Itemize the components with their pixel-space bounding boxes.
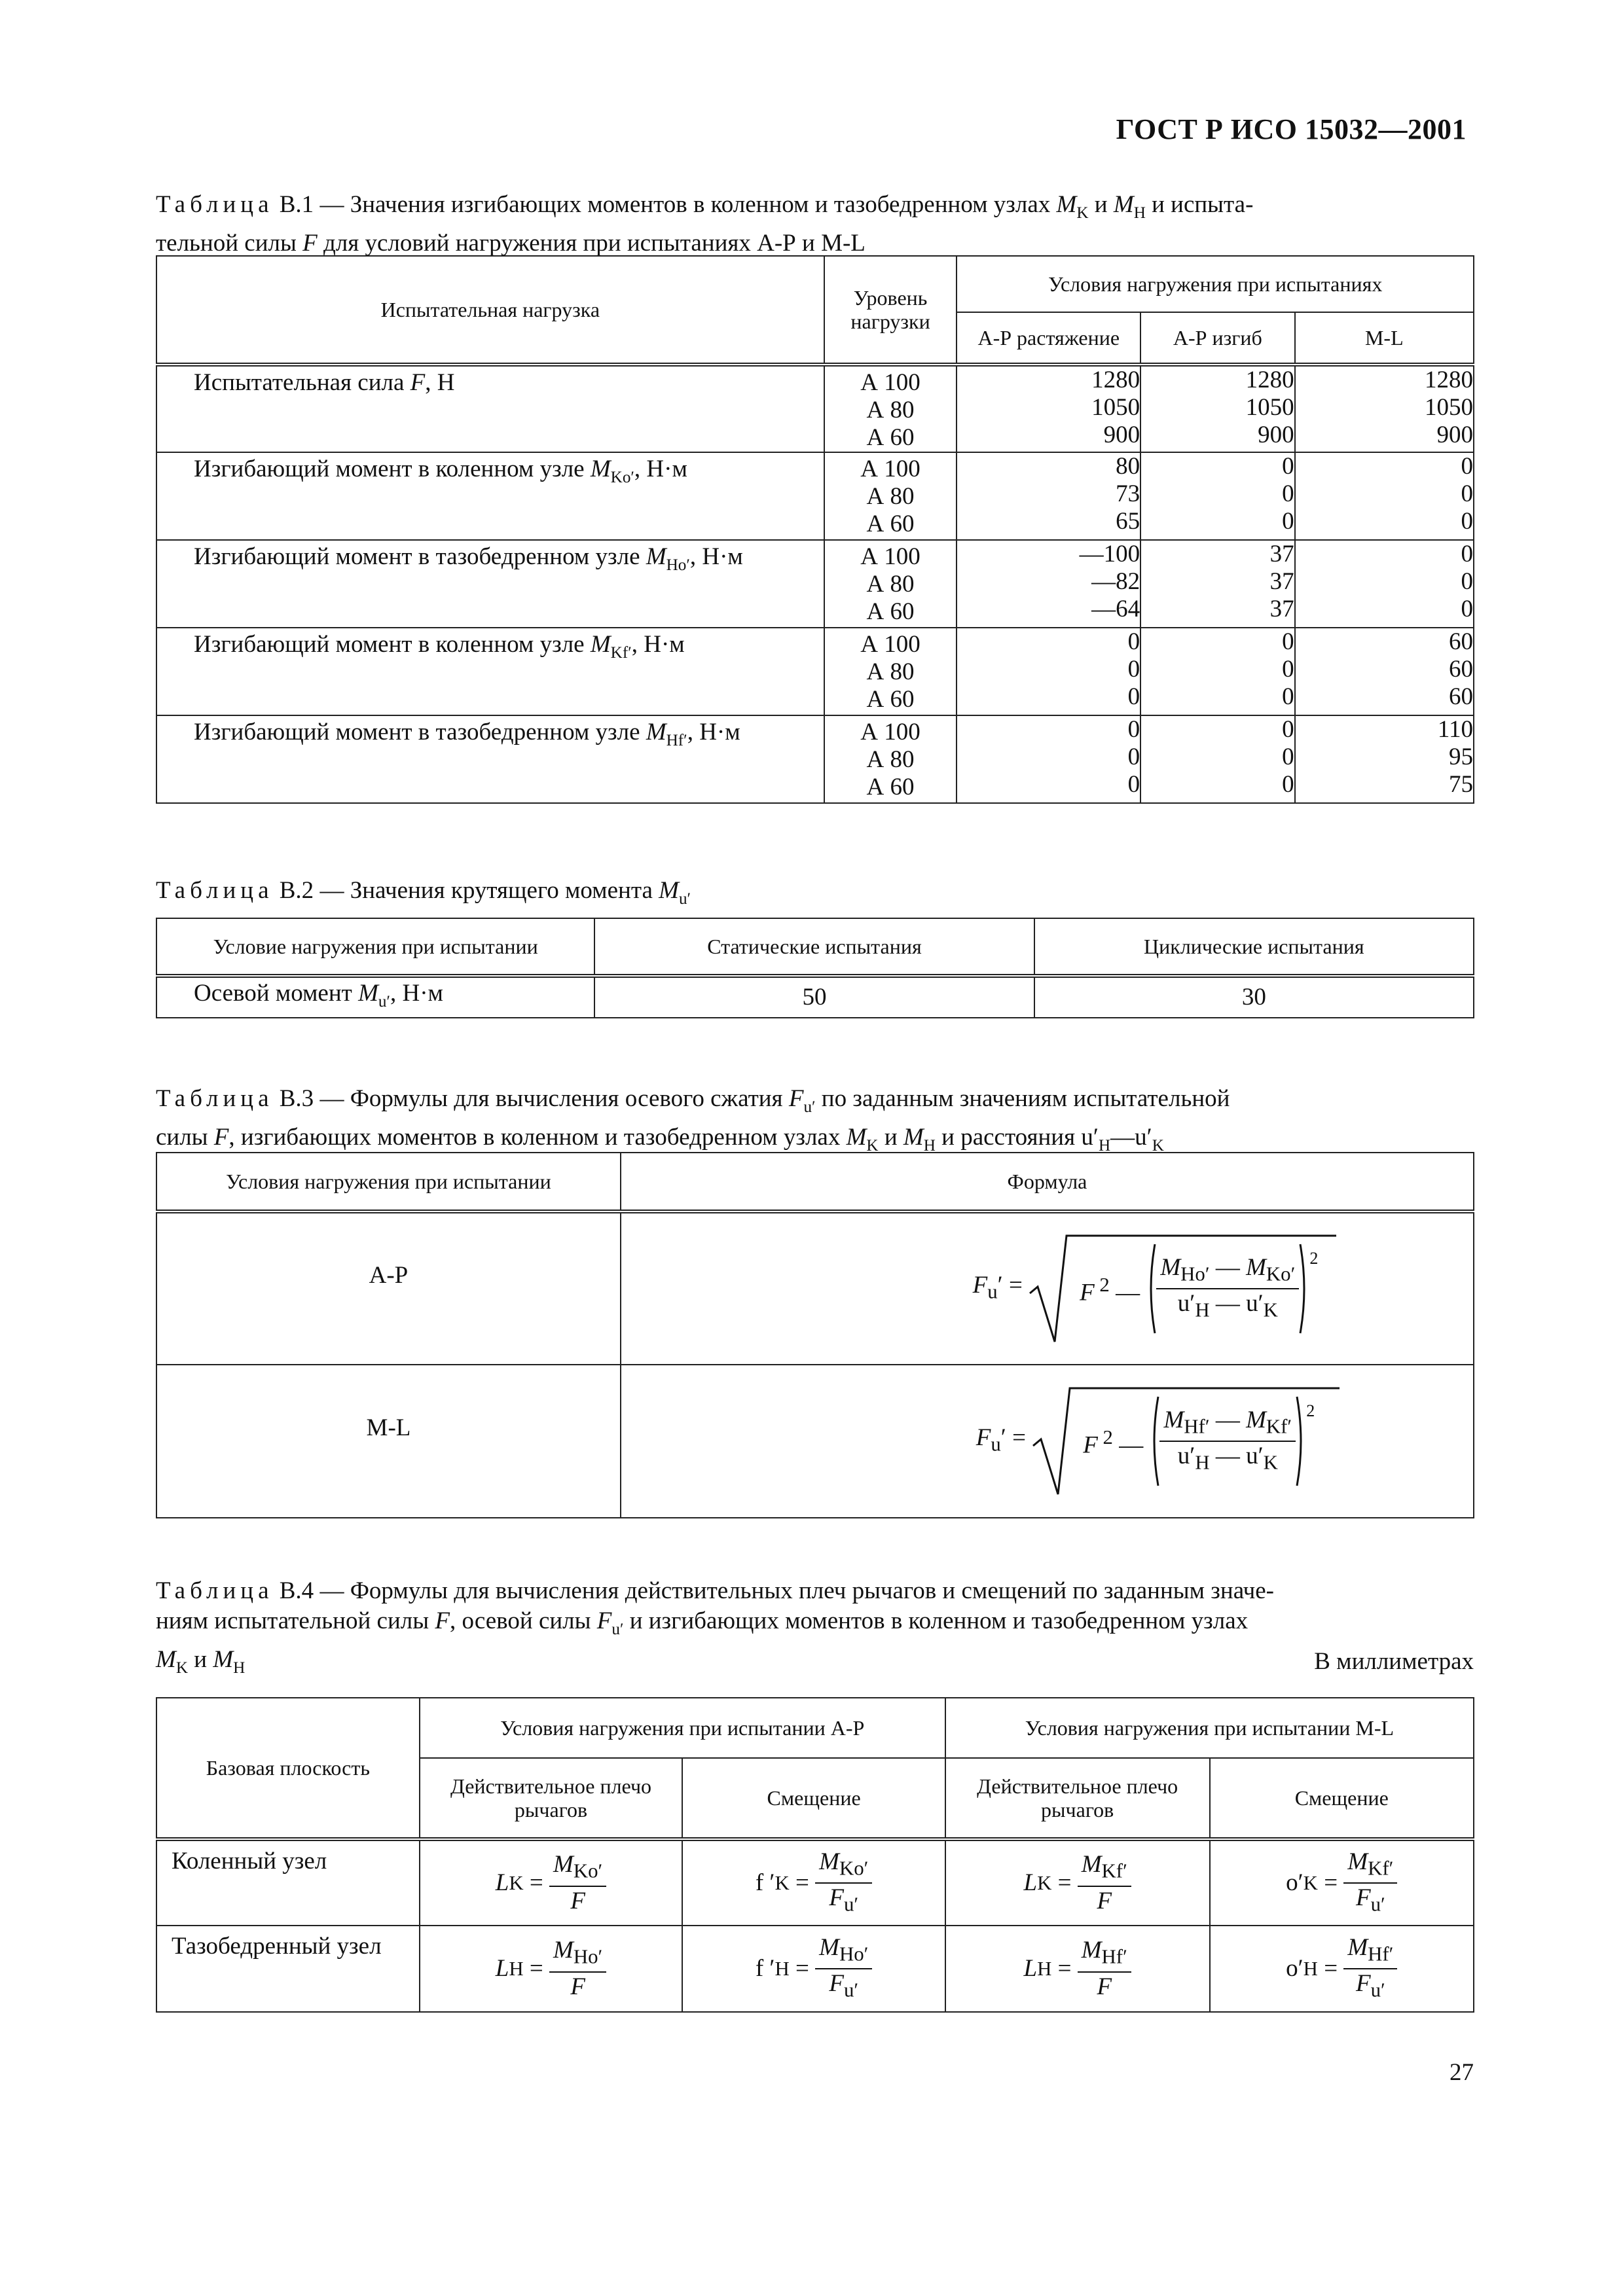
b1-ml-value: 60 [1449, 656, 1473, 683]
b2-row-label: Осевой момент $M_{u'}$, Н·м [156, 976, 594, 1018]
b1-header-level: Уровень нагрузки [824, 256, 957, 365]
b1-level-value: А 60 [866, 686, 915, 713]
b1-ml-value: 1050 [1425, 394, 1473, 421]
b1-ap-bend-value: 0 [1282, 744, 1294, 770]
table-b3 [156, 1152, 1474, 1518]
b1-ap-bend-value: 37 [1269, 541, 1294, 567]
b3-formula [621, 1365, 1474, 1518]
b2-header-condition: Условие нагружения при испытании [156, 918, 594, 976]
table-b1 [156, 255, 1474, 804]
b1-ap-tension-value: 1280 [1091, 367, 1140, 393]
b1-level-value: А 80 [866, 397, 915, 423]
b1-ap-bend-value: 37 [1269, 596, 1294, 622]
b1-ml-value: 0 [1461, 568, 1473, 595]
b1-ml [1295, 540, 1474, 628]
b1-ap-tension-value: —100 [1079, 541, 1140, 567]
table-row [156, 628, 1474, 715]
b3-condition: М-L [156, 1365, 621, 1518]
formula: L K = $\frac{M_{Ko'}}{F}$ [420, 1852, 682, 1914]
b4-header-ap-offset: Смещение [682, 1758, 945, 1839]
b1-header-conditions: Условия нагружения при испытаниях [957, 256, 1474, 312]
b1-ml [1295, 365, 1474, 452]
b1-ml-value: 95 [1449, 744, 1473, 770]
b1-level [824, 452, 957, 540]
b1-ml-value: 0 [1461, 508, 1473, 535]
formula: $F_u'$ = F $^2$ — $\frac{M_{Hf'} — M_{Kf'}}{u'_H — u'_K}$ 2 [976, 1386, 1315, 1497]
b1-row-label: Изгибающий момент в коленном узле $M_{Ko'}$, Н·м [156, 452, 824, 540]
formula: o′ K = $\frac{M_{Kf'}}{F_{u'}}$ [1211, 1849, 1474, 1918]
formula: L K = $\frac{M_{Kf'}}{F}$ [946, 1852, 1209, 1914]
b4-plane: Тазобедренный узел [156, 1926, 420, 2012]
table-b2-caption: Таблица В.2 — Значения крутящего момента $M_{u'}$ [156, 877, 691, 908]
b1-ap-tension-value: 80 [1116, 453, 1140, 480]
b4-plane: Коленный узел [156, 1839, 420, 1926]
b1-level-value: А 100 [860, 719, 921, 745]
b1-level [824, 540, 957, 628]
b3-formula [621, 1211, 1474, 1365]
b1-header-ap-bend: А-Р изгиб [1140, 312, 1295, 365]
b1-ml-value: 0 [1461, 596, 1473, 622]
b1-ap-bend-value: 37 [1269, 568, 1294, 595]
formula: f ′ H = $\frac{M_{Ho'}}{F_{u'}}$ [683, 1935, 944, 2003]
table-b1-caption: Таблица В.1 — Значения изгибающих моментов в коленном и тазобедренном узлах $M_K$ и $M_H$ и испыта- тельной силы F для условий нагружения при испытаниях А-Р и М-L [156, 191, 1254, 257]
b1-level-value: А 100 [860, 369, 921, 396]
b1-ap-tension-value: 0 [1127, 716, 1140, 743]
document-header: ГОСТ Р ИСО 15032—2001 [1116, 113, 1467, 145]
formula: o′ H = $\frac{M_{Hf'}}{F_{u'}}$ [1211, 1935, 1474, 2003]
b1-ap-tension-value: 0 [1127, 683, 1140, 710]
b1-ap-bend-value: 0 [1282, 508, 1294, 535]
b4-ml-lever [945, 1926, 1210, 2012]
b1-level [824, 715, 957, 803]
table-row [156, 1211, 1474, 1365]
b2-header-cyclic: Циклические испытания [1034, 918, 1474, 976]
b1-ap-bend-value: 0 [1282, 453, 1294, 480]
b4-header-ap-lever: Действительное плечо рычагов [420, 1758, 683, 1839]
b4-header-ap: Условия нагружения при испытании А-Р [420, 1698, 945, 1758]
formula: $F_u'$ = F $^2$ — $\frac{M_{Ho'} — M_{Ko'}}{u'_H — u'_K}$ 2 [973, 1233, 1319, 1344]
table-row [156, 365, 1474, 452]
table-b4-caption: Таблица В.4 — Формулы для вычисления действительных плеч рычагов и смещений по заданным значе- ниям испытательной силы F, осевой силы $F_{u'}$ и изгибающих моментов в коленном и тазобедренном узлах $M_K$ и $M_H$ [156, 1577, 1274, 1677]
b1-header-ml: М-L [1295, 312, 1474, 365]
b1-ap-tension-value: 0 [1127, 744, 1140, 770]
table-row [156, 1365, 1474, 1518]
b1-ml-value: 0 [1461, 541, 1473, 567]
b1-ml [1295, 628, 1474, 715]
b4-header-ml: Условия нагружения при испытании М-L [945, 1698, 1474, 1758]
b3-condition: А-Р [156, 1211, 621, 1365]
b1-ap-tension-value: 0 [1127, 628, 1140, 655]
right-paren-icon [1296, 1395, 1306, 1487]
left-paren-icon [1146, 1243, 1156, 1335]
b1-ap-tension [957, 628, 1140, 715]
b1-level-value: А 60 [866, 598, 915, 625]
b1-row-label: Изгибающий момент в коленном узле $M_{Kf'}$, Н·м [156, 628, 824, 715]
b1-level-value: А 100 [860, 543, 921, 570]
b1-ap-tension-value: 0 [1127, 771, 1140, 798]
b4-header-ml-offset: Смещение [1210, 1758, 1474, 1839]
b1-ap-tension [957, 365, 1140, 452]
b4-ap-offset [682, 1839, 945, 1926]
b3-header-formula: Формула [621, 1153, 1474, 1211]
b1-level-value: А 60 [866, 774, 915, 800]
table-row [156, 715, 1474, 803]
b1-ml-value: 1280 [1425, 367, 1473, 393]
b1-level-value: А 80 [866, 571, 915, 598]
b1-level [824, 365, 957, 452]
table-row [156, 1839, 1474, 1926]
b1-ml-value: 60 [1449, 628, 1473, 655]
table-row [156, 1926, 1474, 2012]
b1-ap-tension-value: 900 [1103, 422, 1140, 448]
formula: L H = $\frac{M_{Hf'}}{F}$ [946, 1937, 1209, 2000]
b1-level-value: А 100 [860, 456, 921, 482]
right-paren-icon [1299, 1243, 1309, 1335]
b4-ml-lever [945, 1839, 1210, 1926]
b1-header-load: Испытательная нагрузка [156, 256, 824, 365]
b1-ap-bend-value: 0 [1282, 716, 1294, 743]
b2-header-static: Статические испытания [594, 918, 1034, 976]
b4-ml-offset [1210, 1839, 1474, 1926]
b1-ml-value: 0 [1461, 480, 1473, 507]
sqrt-sign-icon [1029, 1233, 1068, 1344]
b1-ap-bend-value: 0 [1282, 771, 1294, 798]
page-number: 27 [1450, 2059, 1474, 2086]
units-note: В миллиметрах [1314, 1648, 1474, 1675]
b1-ap-bend [1140, 628, 1295, 715]
b1-ap-tension [957, 452, 1140, 540]
b1-level-value: А 80 [866, 746, 915, 773]
b1-ap-bend-value: 1280 [1245, 367, 1294, 393]
b1-ml-value: 900 [1436, 422, 1473, 448]
b4-ap-offset [682, 1926, 945, 2012]
sqrt-sign-icon [1032, 1386, 1071, 1497]
b1-ap-tension [957, 715, 1140, 803]
b1-ap-tension-value: —64 [1091, 596, 1140, 622]
b1-level-value: А 100 [860, 631, 921, 658]
b1-ap-tension-value: —82 [1091, 568, 1140, 595]
b2-static-value: 50 [594, 976, 1034, 1018]
b4-ap-lever [420, 1839, 683, 1926]
b1-ap-bend [1140, 452, 1295, 540]
table-b2 [156, 918, 1474, 1018]
b1-ap-bend-value: 0 [1282, 656, 1294, 683]
b1-ap-tension-value: 1050 [1091, 394, 1140, 421]
b1-ap-tension-value: 65 [1116, 508, 1140, 535]
b1-row-label: Изгибающий момент в тазобедренном узле $M_{Ho'}$, Н·м [156, 540, 824, 628]
b1-level-value: А 60 [866, 511, 915, 537]
b1-row-label: Испытательная сила F, Н [156, 365, 824, 452]
b1-ap-tension-value: 0 [1127, 656, 1140, 683]
b1-row-label: Изгибающий момент в тазобедренном узле $M_{Hf'}$, Н·м [156, 715, 824, 803]
b1-ap-tension-value: 73 [1116, 480, 1140, 507]
b1-ml [1295, 715, 1474, 803]
b4-header-base: Базовая плоскость [156, 1698, 420, 1839]
b1-ap-bend-value: 1050 [1245, 394, 1294, 421]
b4-ml-offset [1210, 1926, 1474, 2012]
b1-ap-bend [1140, 540, 1295, 628]
b1-ap-bend-value: 0 [1282, 683, 1294, 710]
table-row [156, 452, 1474, 540]
table-row [156, 540, 1474, 628]
b1-ap-bend-value: 0 [1282, 628, 1294, 655]
b1-ml-value: 110 [1437, 716, 1473, 743]
b3-header-condition: Условия нагружения при испытании [156, 1153, 621, 1211]
b1-header-ap-tension: А-Р растяжение [957, 312, 1140, 365]
b4-ap-lever [420, 1926, 683, 2012]
left-paren-icon [1149, 1395, 1159, 1487]
b1-ap-bend [1140, 365, 1295, 452]
b2-cyclic-value: 30 [1034, 976, 1474, 1018]
b1-level-value: А 80 [866, 483, 915, 510]
b1-ap-bend-value: 900 [1258, 422, 1294, 448]
b1-ml-value: 0 [1461, 453, 1473, 480]
b1-ap-bend [1140, 715, 1295, 803]
b1-level-value: А 80 [866, 658, 915, 685]
b1-level-value: А 60 [866, 424, 915, 451]
table-b4 [156, 1697, 1474, 2013]
b1-ml [1295, 452, 1474, 540]
b1-ml-value: 75 [1449, 771, 1473, 798]
b4-header-ml-lever: Действительное плечо рычагов [945, 1758, 1210, 1839]
formula: f ′ K = $\frac{M_{Ko'}}{F_{u'}}$ [683, 1849, 944, 1918]
b1-ap-tension [957, 540, 1140, 628]
b1-level [824, 628, 957, 715]
table-b3-caption: Таблица В.3 — Формулы для вычисления осевого сжатия $F_{u'}$ по заданным значениям испытательной силы F, изгибающих моментов в коленном и тазобедренном узлах $M_K$ и $M_H$ и расстояния $u'_H—u'_K$ [156, 1085, 1230, 1155]
formula: L H = $\frac{M_{Ho'}}{F}$ [420, 1937, 682, 2000]
b1-ml-value: 60 [1449, 683, 1473, 710]
b1-ap-bend-value: 0 [1282, 480, 1294, 507]
